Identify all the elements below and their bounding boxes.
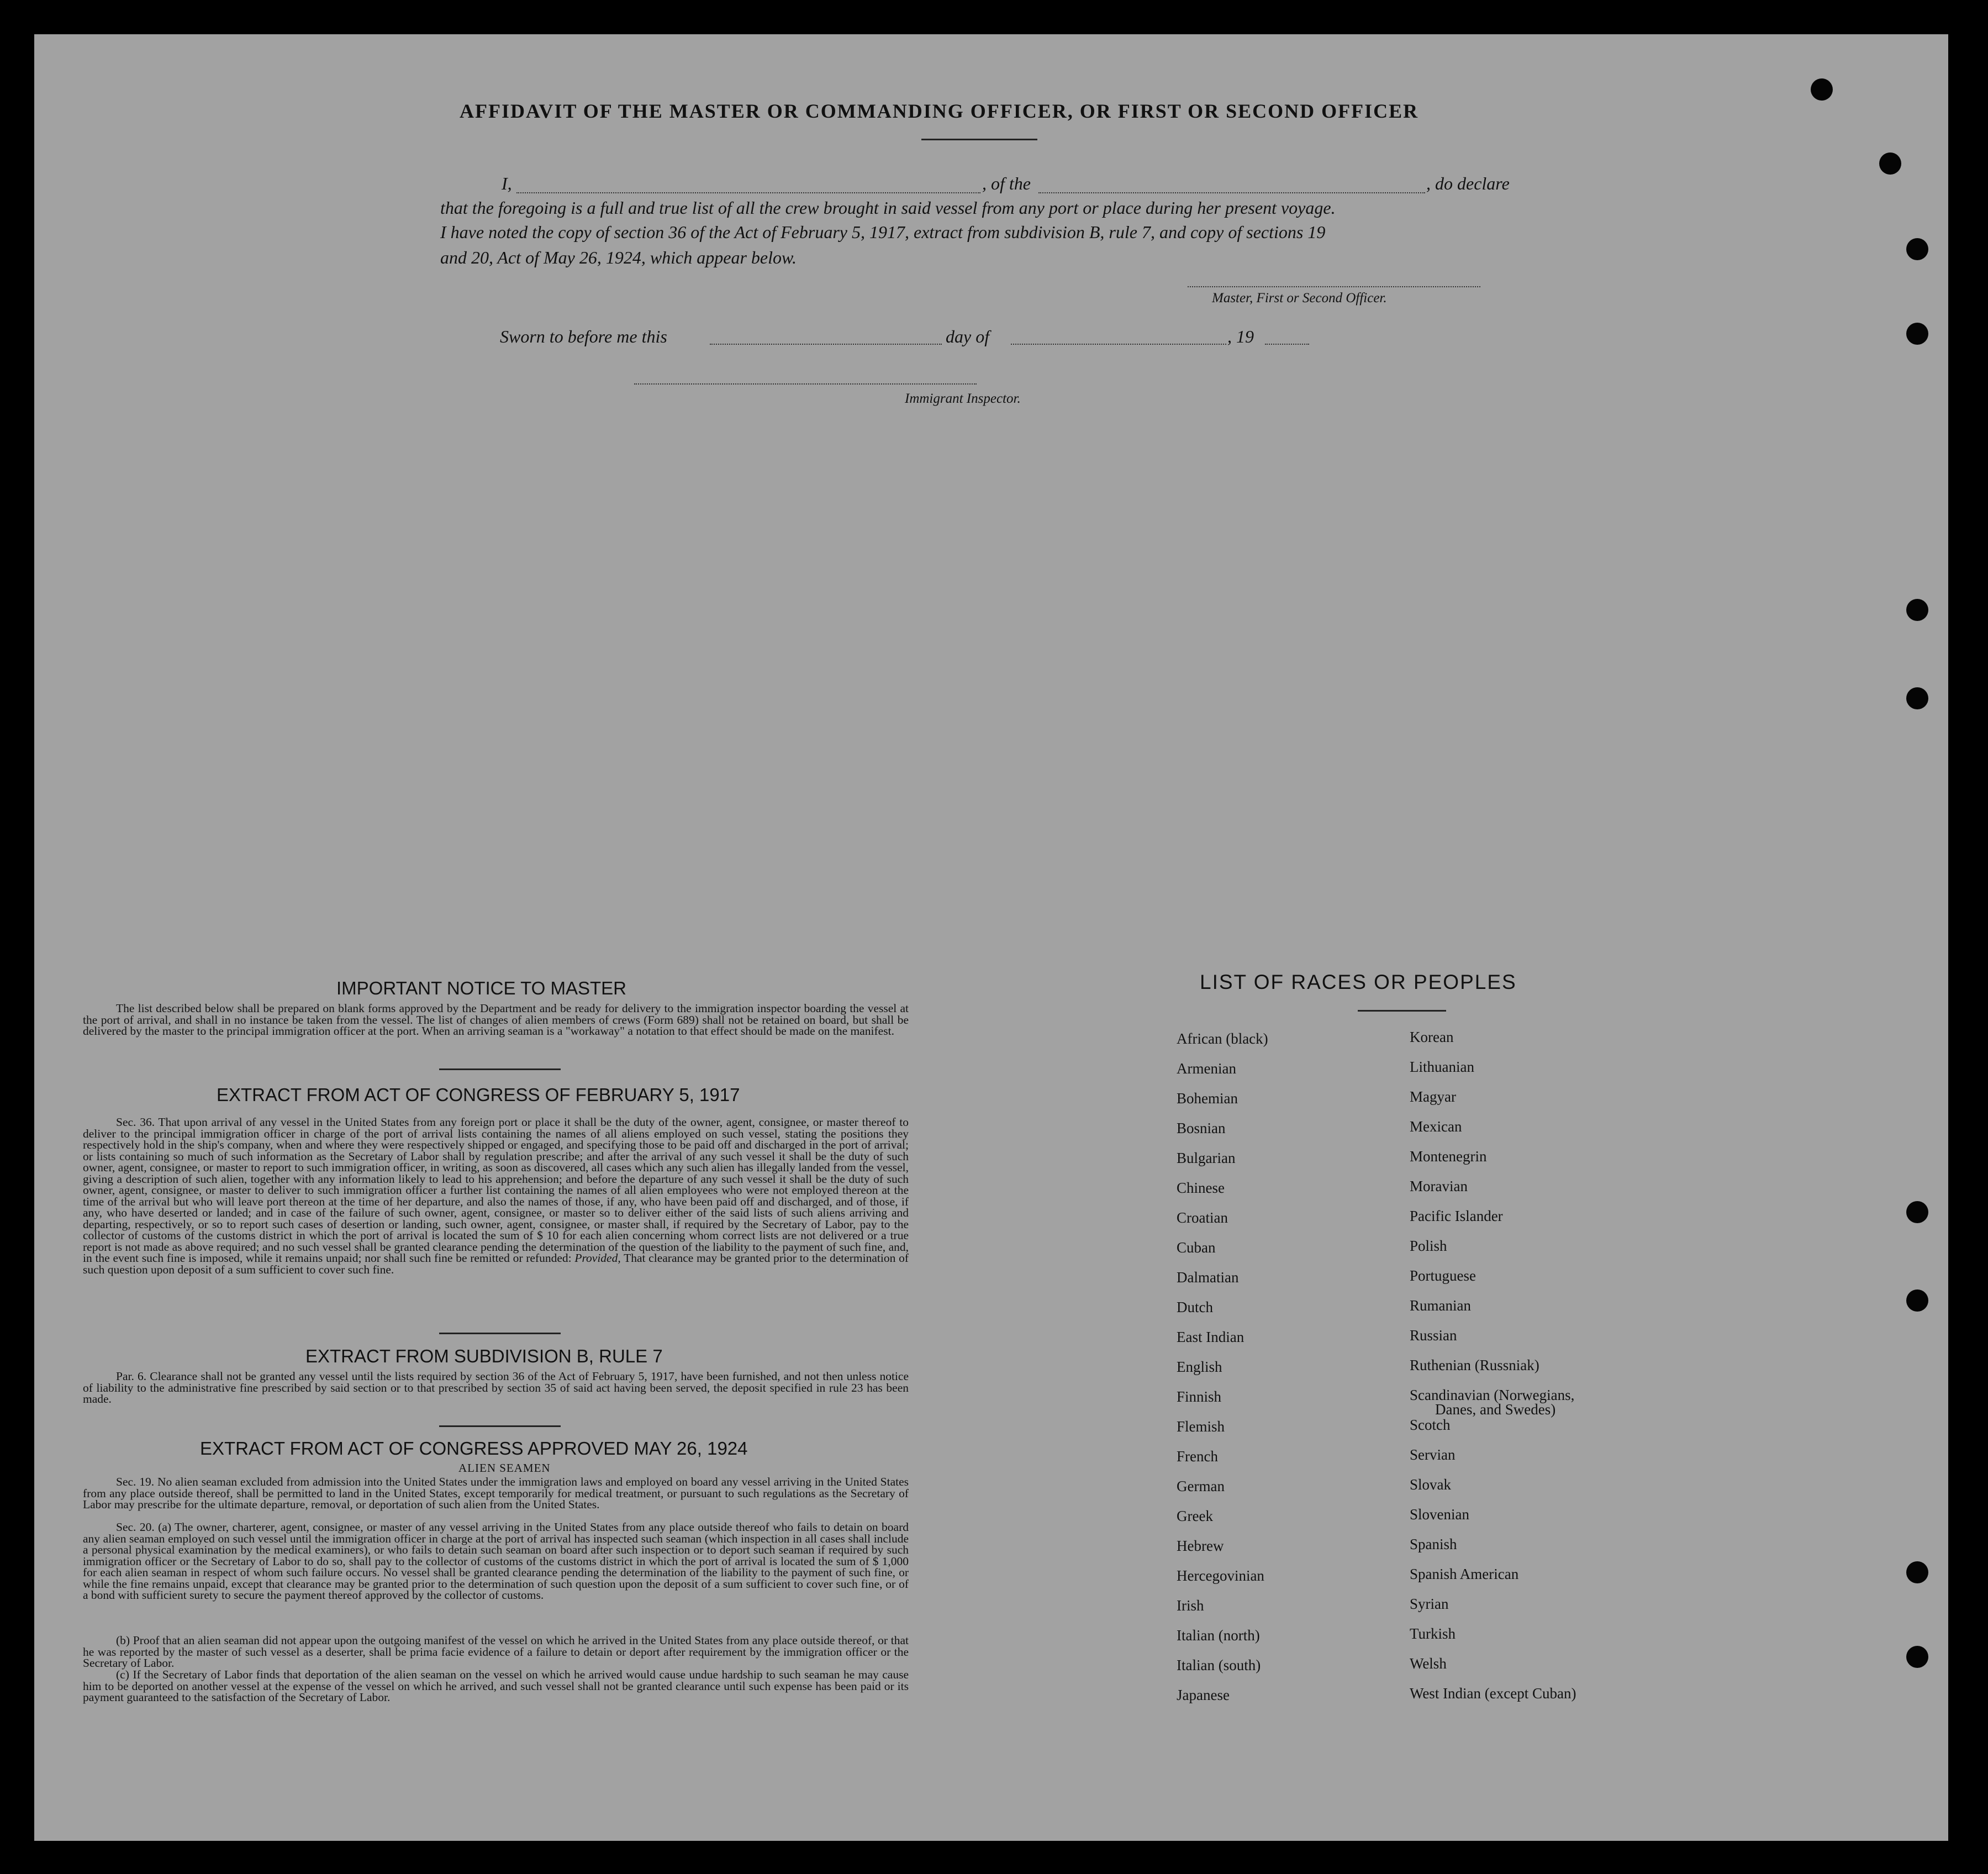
race-item: Cuban <box>1177 1239 1216 1256</box>
race-item: Irish <box>1177 1597 1204 1614</box>
race-item: Rumanian <box>1410 1297 1471 1314</box>
punch-hole <box>1906 1201 1928 1223</box>
race-item: Scotch <box>1410 1417 1451 1433</box>
subdivision-b-title: EXTRACT FROM SUBDIVISION B, RULE 7 <box>305 1346 663 1366</box>
day-of-label: day of <box>946 327 990 346</box>
race-item: Servian <box>1410 1446 1456 1463</box>
race-item: Moravian <box>1410 1178 1468 1194</box>
race-item: East Indian <box>1177 1329 1245 1345</box>
master-signature-label: Master, First or Second Officer. <box>1212 291 1387 306</box>
race-item: Polish <box>1410 1238 1447 1254</box>
punch-hole <box>1906 1289 1928 1312</box>
alien-seamen-subtitle: ALIEN SEAMEN <box>458 1461 551 1475</box>
inspector-signature-field[interactable] <box>634 383 977 385</box>
race-item: Hebrew <box>1177 1538 1224 1554</box>
divider-rule <box>439 1333 561 1334</box>
race-item: English <box>1177 1359 1222 1375</box>
race-item: Dutch <box>1177 1299 1213 1315</box>
race-item: Bohemian <box>1177 1090 1238 1107</box>
race-item: African (black) <box>1177 1030 1268 1047</box>
race-item: West Indian (except Cuban) <box>1410 1685 1576 1702</box>
subdivision-b-body: Par. 6. Clearance shall not be granted any vessel until the lists required by section 36 of the Act of February 5, 1917, have been furnished, and not then unless notice of liability to the administrative fine prescribed by said section or to that prescribed by section 35 of said act having been served, the deposit specified in rule 23 has been made. <box>83 1370 909 1406</box>
race-item: Mexican <box>1410 1118 1462 1135</box>
punch-hole <box>1879 152 1901 175</box>
punch-hole <box>1906 1646 1928 1668</box>
race-item: Turkish <box>1410 1625 1456 1642</box>
sec-20-label: Sec. 20. <box>116 1520 155 1534</box>
punch-hole <box>1906 1561 1928 1583</box>
race-item: Danes, and Swedes) <box>1435 1401 1556 1418</box>
section-label: Sec. 36. <box>116 1115 155 1129</box>
divider-rule <box>439 1425 561 1427</box>
race-item: Chinese <box>1177 1180 1225 1196</box>
race-item: Spanish <box>1410 1536 1457 1552</box>
year-label: , 19 <box>1227 327 1254 346</box>
race-item: Pacific Islander <box>1410 1208 1503 1224</box>
sec-19-text <box>83 1476 909 1510</box>
race-item: Greek <box>1177 1508 1213 1524</box>
sworn-year-field[interactable] <box>1265 344 1309 345</box>
sec-19-label: Sec. 19. <box>116 1475 155 1488</box>
race-item: Flemish <box>1177 1418 1225 1435</box>
races-title-rule <box>1358 1010 1446 1012</box>
punch-hole <box>1811 78 1833 101</box>
races-title: LIST OF RACES OR PEOPLES <box>1200 971 1517 993</box>
extract-1917-body <box>83 1117 909 1275</box>
race-item: Bulgarian <box>1177 1150 1236 1166</box>
affidavit-line-3: I have noted the copy of section 36 of the Act of February 5, 1917, extract from subdivision B, rule 7, and copy of sections 19 <box>440 222 1326 242</box>
sworn-date-field[interactable] <box>710 344 942 345</box>
inspector-signature-label: Immigrant Inspector. <box>905 391 1021 406</box>
race-item: Italian (south) <box>1177 1657 1261 1673</box>
race-item: Dalmatian <box>1177 1269 1239 1286</box>
divider-rule <box>439 1068 561 1070</box>
notice-body: The list described below shall be prepared on blank forms approved by the Department and be ready for delivery to the immigration inspector boarding the vessel at the port of arrival, and shall in no instance be taken from the vessel. The list of changes of alien members of crews (Form 689) shall not be retained on board, but shall be delivered by the master to the principal immigration officer at the port. When an arriving seaman is a "workaway" a notation to that effect should be made on the manifest. <box>83 1002 909 1038</box>
of-the-label: , of the <box>982 173 1031 193</box>
race-item: Slovak <box>1410 1476 1452 1493</box>
notice-title: IMPORTANT NOTICE TO MASTER <box>336 978 627 998</box>
race-item: Slovenian <box>1410 1506 1469 1523</box>
race-item: French <box>1177 1448 1218 1465</box>
race-item: Korean <box>1410 1029 1454 1045</box>
sec-20a-text <box>83 1522 909 1601</box>
race-item: Bosnian <box>1177 1120 1226 1136</box>
race-item: Scandinavian (Norwegians, <box>1410 1387 1575 1403</box>
race-item: Croatian <box>1177 1209 1228 1226</box>
declarant-label: I, <box>502 173 512 193</box>
race-item: Russian <box>1410 1327 1457 1344</box>
vessel-field[interactable] <box>1038 192 1425 193</box>
sworn-month-field[interactable] <box>1011 344 1226 345</box>
race-item: Lithuanian <box>1410 1059 1474 1075</box>
extract-1924-title: EXTRACT FROM ACT OF CONGRESS APPROVED MAY 26, 1924 <box>200 1438 748 1459</box>
race-item: Syrian <box>1410 1596 1449 1612</box>
race-item: Spanish American <box>1410 1566 1519 1582</box>
race-item: Portuguese <box>1410 1267 1476 1284</box>
sec-20b-text: (b) Proof that an alien seaman did not appear upon the outgoing manifest of the vessel on which he arrived in the United States from any place outside thereof, or that he was reported by the master of such vessel as a deserter, shall be prima facie evidence of a failure to detain or deport after requirement by the immigration officer or the Secretary of Labor. <box>83 1634 909 1670</box>
punch-hole <box>1906 687 1928 709</box>
race-item: Italian (north) <box>1177 1627 1260 1644</box>
race-item: Welsh <box>1410 1655 1447 1672</box>
punch-hole <box>1906 599 1928 621</box>
race-item: Montenegrin <box>1410 1148 1487 1165</box>
section-text: That upon arrival of any vessel in the United States from any foreign port or place it shall be the duty of the owner, agent, consignee, or master thereof to deliver to the principal immigration officer in charge of the port of arrival lists containing the names of all aliens employed on such vessel, stating the positions they respectively hold in the ship's company, when and where they were respectively shipped or engaged, and specifying those to be paid off and discharged in the port of arrival; or lists containing so much of such information as the Secretary of Labor shall by regulation prescribe; and after the arrival of any such vessel it shall be the duty of such owner, agent, consignee, or master to report to such immigration officer, in writing, as soon as discovered, all cases which any such alien has illegally landed from the vessel, giving a description of such alien, together with any information likely to lead to his apprehension; and before the departure of any such vessel it shall be the duty of such owner, agent, consignee, or master to deliver to such immigration officer a further list containing the names of all alien employees who were not employed thereon at the time of the arrival but who will leave port thereon at the time of her departure, and also the names of those, if any, who have been paid off and discharged, and of those, if any, who have deserted or landed; and in case of the failure of such owner, agent, consignee, or master so to deliver either of the said lists of such aliens arriving and departing, respectively, or so to report such cases of desertion or landing, such owner, agent, consignee, or master shall, if required by the Secretary of Labor, pay to the collector of customs of the customs district in which the port of arrival is located the sum of $ 10 for each alien concerning whom correct lists are not delivered or a true report is not made as above required; and no such vessel shall be granted clearance pending the determination of the question of the liability to the payment of such fine, and, in the event such fine is imposed, while it remains unpaid; nor shall such fine be remitted or refunded: <box>83 1115 909 1265</box>
race-item: Armenian <box>1177 1060 1236 1077</box>
punch-hole <box>1906 323 1928 345</box>
race-item: Finnish <box>1177 1388 1222 1405</box>
race-item: Ruthenian (Russniak) <box>1410 1357 1539 1373</box>
punch-hole <box>1906 238 1928 260</box>
affidavit-line-2: that the foregoing is a full and true list of all the crew brought in said vessel from any port or place during her present voyage. <box>440 198 1336 218</box>
sec-20a-body: (a) The owner, charterer, agent, consignee, or master of any vessel arriving in the United States from any place outside thereof who fails to detain on board any alien seaman employed on such vessel until the immigration officer in charge at the port of arrival has inspected such seaman (which inspection in all cases shall include a personal physical examination by the medical examiners), or who fails to detain such seaman on board after such inspection or to deport such seaman if required by such immigration officer or the Secretary of Labor to do so, shall pay to the collector of customs of the customs district in which the port of arrival is located the sum of $ 1,000 for each alien seaman in respect of whom such failure occurs. No vessel shall be granted clearance pending the determination of the liability to the payment of such fine, or while the fine remains unpaid, except that clearance may be granted prior to the determination of such question upon the deposit of a sum sufficient to cover such fine, or of a bond with sufficient surety to secure the payment thereof approved by the collector of customs. <box>83 1520 909 1602</box>
race-item: German <box>1177 1478 1225 1494</box>
race-item: Japanese <box>1177 1687 1230 1703</box>
affidavit-title-rule <box>921 139 1037 140</box>
extract-1917-title: EXTRACT FROM ACT OF CONGRESS OF FEBRUARY 5, 1917 <box>217 1085 740 1105</box>
race-item: Magyar <box>1410 1088 1456 1105</box>
do-declare-label: , do declare <box>1426 173 1510 193</box>
section-text-end: That clearance may be granted prior to the determination of such question upon deposit of a sum sufficient to cover such fine. <box>83 1251 909 1276</box>
declarant-name-field[interactable] <box>516 192 980 193</box>
sec-19-body: No alien seaman excluded from admission into the United States under the immigration laws and employed on board any vessel arriving in the United States from any place outside thereof, shall be permitted to land in the United States, except temporarily for medical treatment, or pursuant to such regulations as the Secretary of Labor may prescribe for the ultimate departure, removal, or deportation of such alien from the United States. <box>83 1475 909 1511</box>
affidavit-line-4: and 20, Act of May 26, 1924, which appear below. <box>440 248 797 267</box>
affidavit-title: AFFIDAVIT OF THE MASTER OR COMMANDING OFFICER, OR FIRST OR SECOND OFFICER <box>460 100 1419 122</box>
sec-20c-text: (c) If the Secretary of Labor finds that deportation of the alien seaman on the vessel on which he arrived would cause undue hardship to such seaman he may cause him to be deported on another vessel at the expense of the vessel on which he arrived, and such vessel shall not be granted clearance until such expense has been paid or its payment guaranteed to the satisfaction of the Secretary of Labor. <box>83 1668 909 1704</box>
master-signature-field[interactable] <box>1188 286 1480 287</box>
provided-label: Provided, <box>574 1251 621 1265</box>
sworn-label: Sworn to before me this <box>500 327 667 346</box>
race-item: Hercegovinian <box>1177 1567 1264 1584</box>
